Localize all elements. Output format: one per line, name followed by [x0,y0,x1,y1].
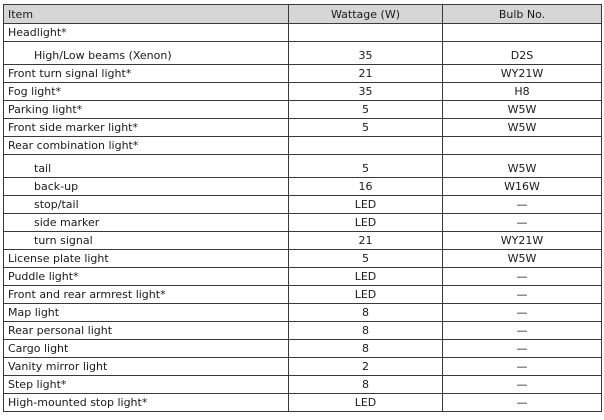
item-cell: tail [4,155,289,178]
table-row [4,394,602,412]
wattage-cell: 5 [289,119,443,137]
item-cell: Front turn signal light* [4,65,289,83]
wattage-cell: 8 [289,304,443,322]
item-cell: Step light* [4,376,289,394]
bulb-number-cell: D2S [443,42,602,65]
item-cell: Front and rear armrest light* [4,286,289,304]
wattage-cell: 8 [289,322,443,340]
bulb-number-cell: H8 [443,83,602,101]
wattage-cell: LED [289,268,443,286]
table-row [4,358,602,376]
table-row [4,286,602,304]
item-cell: stop/tail [4,196,289,214]
item-cell: turn signal [4,232,289,250]
item-cell: High-mounted stop light* [4,394,289,412]
table-row [4,340,602,358]
bulb-number-cell: W16W [443,178,602,196]
bulb-number-cell: — [443,214,602,232]
table-row [4,304,602,322]
bulb-number-cell: — [443,376,602,394]
wattage-cell: 5 [289,155,443,178]
header-wattage: Wattage (W) [289,5,443,24]
table-row [4,196,602,214]
table-row [4,119,602,137]
table-row [4,178,602,196]
bulb-number-cell: W5W [443,250,602,268]
wattage-cell: LED [289,196,443,214]
bulb-number-cell: WY21W [443,65,602,83]
table-row [4,155,602,178]
item-cell: High/Low beams (Xenon) [4,42,289,65]
table-header [4,5,602,24]
wattage-cell: LED [289,214,443,232]
wattage-cell: 16 [289,178,443,196]
item-cell: Front side marker light* [4,119,289,137]
wattage-cell: 35 [289,83,443,101]
bulb-number-cell: W5W [443,119,602,137]
table-row [4,83,602,101]
bulb-number-cell: — [443,286,602,304]
wattage-cell: LED [289,394,443,412]
table-body [4,24,602,412]
table-row [4,24,602,42]
header-bulb-number: Bulb No. [443,5,602,24]
item-cell: Fog light* [4,83,289,101]
bulb-number-cell: — [443,394,602,412]
item-cell: Puddle light* [4,268,289,286]
bulb-number-cell: — [443,268,602,286]
wattage-cell: 8 [289,376,443,394]
item-cell: Vanity mirror light [4,358,289,376]
bulb-number-cell: WY21W [443,232,602,250]
bulb-number-cell: — [443,340,602,358]
table-row [4,250,602,268]
table-row [4,137,602,155]
item-cell: Headlight* [4,24,289,42]
item-cell: Rear personal light [4,322,289,340]
table-row [4,376,602,394]
item-cell: Map light [4,304,289,322]
wattage-cell: 35 [289,42,443,65]
table-row [4,232,602,250]
item-cell: License plate light [4,250,289,268]
table-row [4,101,602,119]
item-cell: Rear combination light* [4,137,289,155]
wattage-cell: LED [289,286,443,304]
table-row [4,42,602,65]
bulb-specification-table [3,4,602,412]
bulb-number-cell: — [443,196,602,214]
bulb-number-cell: — [443,322,602,340]
wattage-cell: 5 [289,101,443,119]
table-row [4,322,602,340]
wattage-cell: 5 [289,250,443,268]
table-row [4,214,602,232]
bulb-number-cell [443,24,602,42]
wattage-cell: 8 [289,340,443,358]
wattage-cell [289,137,443,155]
table-row [4,65,602,83]
bulb-number-cell: — [443,358,602,376]
wattage-cell: 21 [289,65,443,83]
header-row [4,5,602,24]
wattage-cell: 21 [289,232,443,250]
bulb-number-cell: W5W [443,101,602,119]
item-cell: Parking light* [4,101,289,119]
table-row [4,268,602,286]
item-cell: back-up [4,178,289,196]
header-item: Item [4,5,289,24]
item-cell: Cargo light [4,340,289,358]
item-cell: side marker [4,214,289,232]
bulb-number-cell: — [443,304,602,322]
wattage-cell: 2 [289,358,443,376]
bulb-number-cell [443,137,602,155]
wattage-cell [289,24,443,42]
bulb-number-cell: W5W [443,155,602,178]
